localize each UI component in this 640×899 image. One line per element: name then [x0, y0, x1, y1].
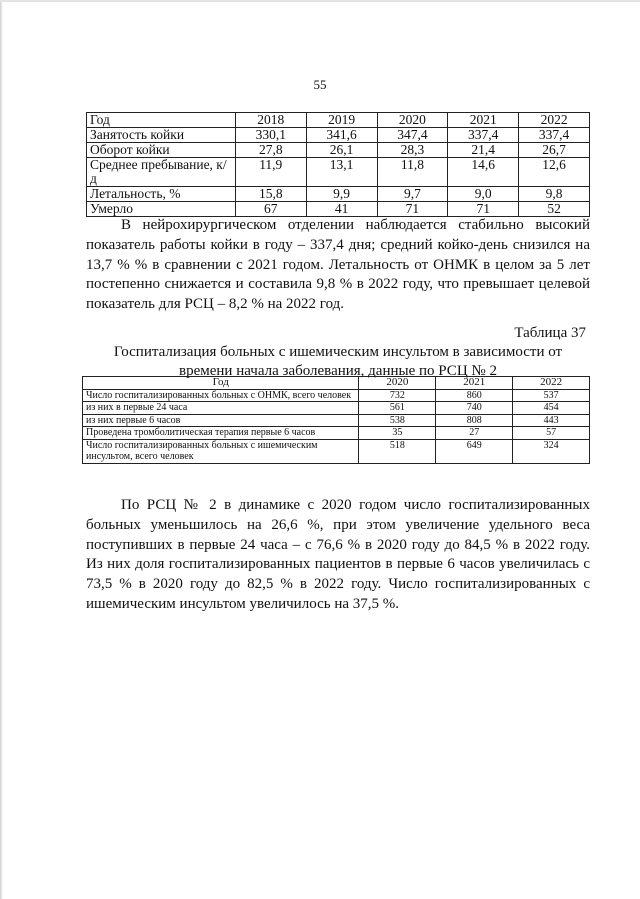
cell-value: 538: [359, 414, 436, 427]
header-label: Год: [87, 113, 236, 128]
cell-value: 15,8: [235, 187, 306, 202]
header-year: 2018: [235, 113, 306, 128]
row-label: Среднее пребывание, к/д: [87, 158, 236, 187]
cell-value: 732: [359, 389, 436, 402]
cell-value: 341,6: [306, 128, 377, 143]
header-year: 2021: [436, 377, 513, 390]
scan-edge-top: [0, 0, 640, 2]
paragraph-neurosurgery: В нейрохирургическом отделении наблюдается стабильно высокий показатель работы койки в году – 337,4 дня; средний койко-день снизился на 13,7 % % в сравнении с 2021 годом. Летальность от ОНМК в целом за 5 лет постепенно снижается и составила 9,8 % в 2022 году, что превышает целевой показатель для РСЦ – 8,2 % на 2022 год.: [86, 217, 590, 313]
header-year: 2019: [306, 113, 377, 128]
table-row: [87, 128, 590, 143]
cell-value: 27: [436, 427, 513, 440]
cell-value: 9,0: [448, 187, 519, 202]
header-year: 2020: [359, 377, 436, 390]
table-row: [83, 414, 590, 427]
cell-value: 443: [513, 414, 590, 427]
hospitalization-table: [82, 376, 590, 464]
table-row: [83, 427, 590, 440]
cell-value: 35: [359, 427, 436, 440]
table-row: [83, 439, 590, 463]
page-number: 55: [313, 77, 327, 92]
table-row: [83, 389, 590, 402]
cell-value: 14,6: [448, 158, 519, 187]
cell-value: 518: [359, 439, 436, 463]
cell-value: 808: [436, 414, 513, 427]
cell-value: 337,4: [448, 128, 519, 143]
table-row: [87, 158, 590, 187]
cell-value: 13,1: [306, 158, 377, 187]
header-year: 2022: [519, 113, 590, 128]
table-title: Госпитализация больных с ишемическим инсультом в зависимости от времени начала заболевания, данные по РСЦ № 2: [113, 344, 563, 379]
table-row: [87, 187, 590, 202]
row-label: из них в первые 24 часа: [83, 402, 359, 415]
table-header-row: [83, 377, 590, 390]
cell-value: 52: [519, 202, 590, 217]
cell-value: 26,7: [519, 143, 590, 158]
row-label: Умерло: [87, 202, 236, 217]
row-label: из них первые 6 часов: [83, 414, 359, 427]
row-label: Занятость койки: [87, 128, 236, 143]
cell-value: 12,6: [519, 158, 590, 187]
cell-value: 324: [513, 439, 590, 463]
table-number-label: Таблица 37: [514, 325, 586, 341]
cell-value: 454: [513, 402, 590, 415]
cell-value: 649: [436, 439, 513, 463]
header-label: Год: [83, 377, 359, 390]
cell-value: 11,8: [377, 158, 448, 187]
cell-value: 26,1: [306, 143, 377, 158]
cell-value: 9,8: [519, 187, 590, 202]
cell-value: 28,3: [377, 143, 448, 158]
cell-value: 57: [513, 427, 590, 440]
bed-statistics-table: [86, 112, 590, 217]
table-header-row: [87, 113, 590, 128]
cell-value: 9,9: [306, 187, 377, 202]
header-year: 2022: [513, 377, 590, 390]
table-row: [83, 402, 590, 415]
cell-value: 330,1: [235, 128, 306, 143]
cell-value: 561: [359, 402, 436, 415]
paragraph-rsc2-summary: По РСЦ № 2 в динамике с 2020 годом число госпитализированных больных уменьшилось на 26,6 %, при этом увеличение удельного веса поступивших в первые 24 часа – с 76,6 % в 2020 году до 84,5 % в 2022 году. Из них доля госпитализированных пациентов в первые 6 часов увеличилась с 73,5 % в 2020 году до 82,5 % в 2022 году. Число госпитализированных с ишемическим инсультом увеличилось на 37,5 %.: [86, 497, 590, 612]
cell-value: 9,7: [377, 187, 448, 202]
cell-value: 537: [513, 389, 590, 402]
scan-edge: [0, 0, 3, 899]
header-year: 2020: [377, 113, 448, 128]
header-year: 2021: [448, 113, 519, 128]
cell-value: 41: [306, 202, 377, 217]
cell-value: 860: [436, 389, 513, 402]
row-label: Число госпитализированных больных с ишемическим инсультом, всего человек: [83, 439, 359, 463]
cell-value: 740: [436, 402, 513, 415]
row-label: Летальность, %: [87, 187, 236, 202]
cell-value: 27,8: [235, 143, 306, 158]
cell-value: 71: [377, 202, 448, 217]
cell-value: 67: [235, 202, 306, 217]
row-label: Число госпитализированных больных с ОНМК, всего человек: [83, 389, 359, 402]
cell-value: 347,4: [377, 128, 448, 143]
cell-value: 337,4: [519, 128, 590, 143]
cell-value: 21,4: [448, 143, 519, 158]
cell-value: 11,9: [235, 158, 306, 187]
row-label: Проведена тромболитическая терапия первые 6 часов: [83, 427, 359, 440]
cell-value: 71: [448, 202, 519, 217]
table-row: [87, 143, 590, 158]
row-label: Оборот койки: [87, 143, 236, 158]
table-row: [87, 202, 590, 217]
